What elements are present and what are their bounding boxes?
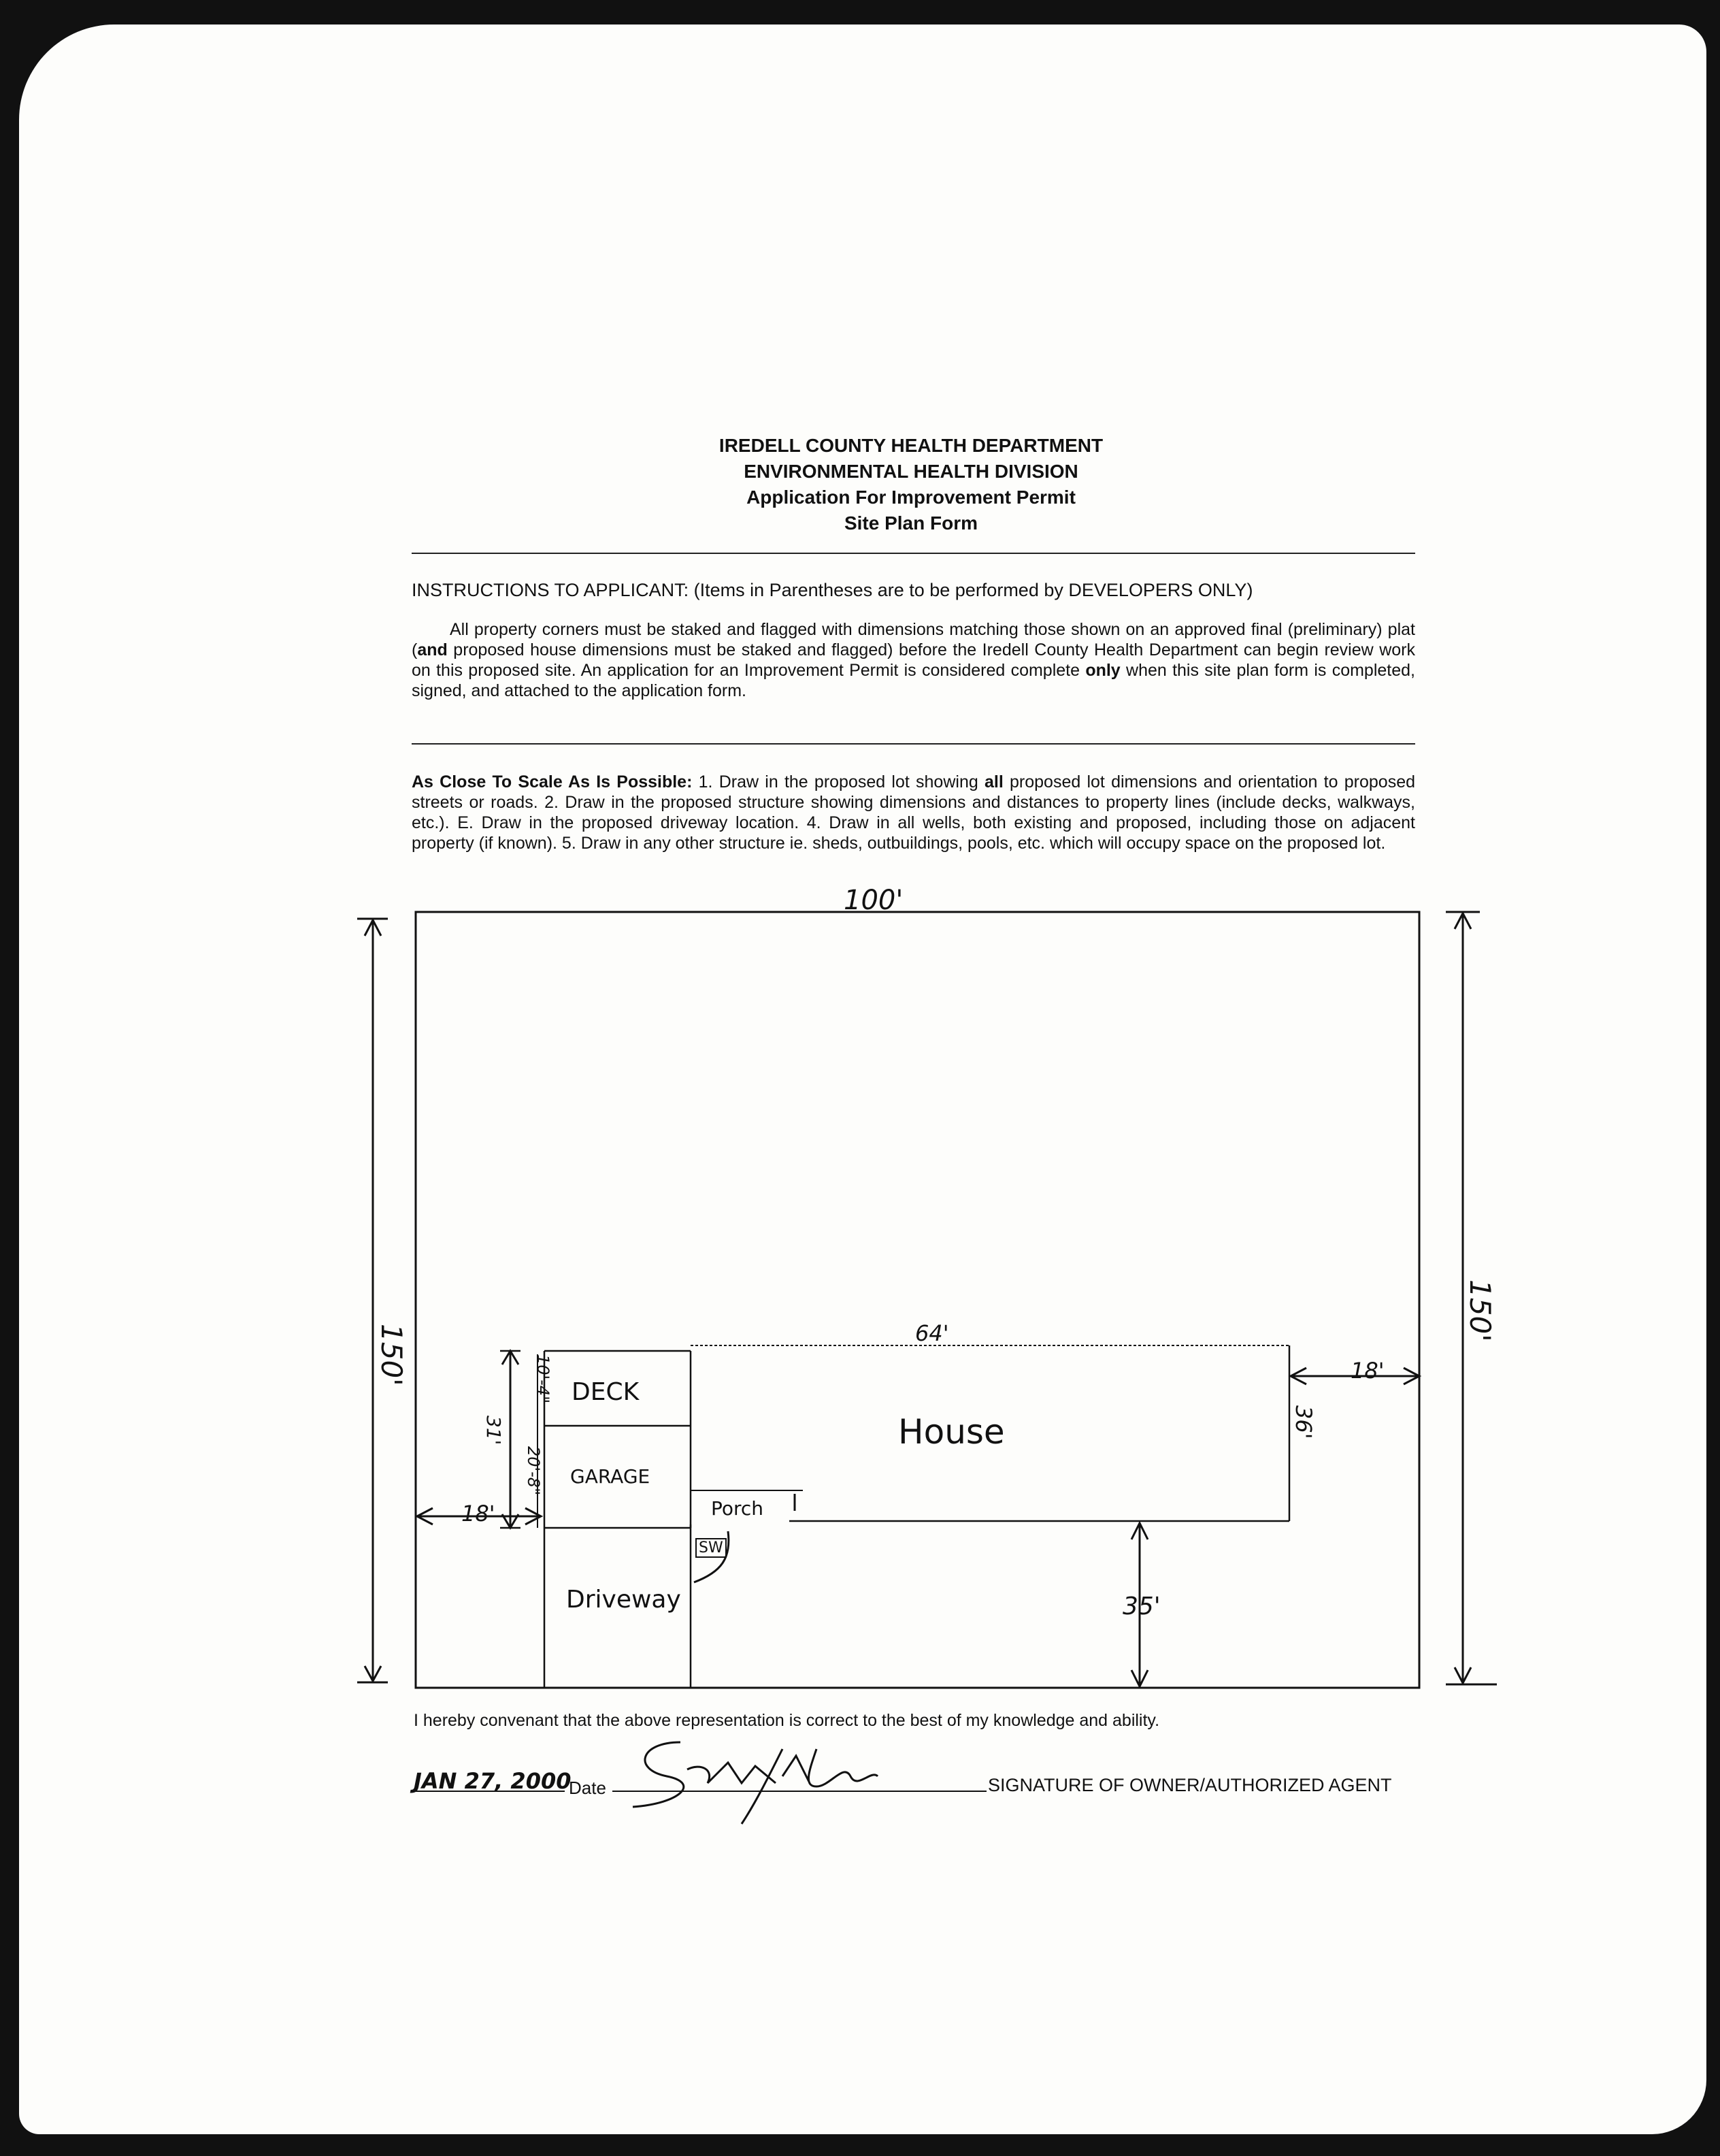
- house-depth-label: 36': [1291, 1405, 1317, 1439]
- driveway-label: Driveway: [566, 1586, 681, 1614]
- form-subtitle: Application For Improvement Permit: [746, 487, 1076, 508]
- signature-label: SIGNATURE OF OWNER/AUTHORIZED AGENT: [988, 1775, 1392, 1795]
- deck-label: DECK: [572, 1378, 640, 1406]
- department-name: IREDELL COUNTY HEALTH DEPARTMENT: [718, 435, 1104, 456]
- form-title: Site Plan Form: [844, 512, 978, 534]
- signature-mark: [633, 1742, 878, 1824]
- instructions-title: INSTRUCTIONS TO APPLICANT: (Items in Parentheses are to be performed by DEVELOPERS ONLY): [412, 580, 1253, 600]
- lot-depth-left-label: 150': [375, 1324, 408, 1386]
- garage-deck-depth-label: 31': [482, 1416, 505, 1446]
- certification-statement: I hereby convenant that the above representation is correct to the best of my knowledge and ability.: [414, 1711, 1160, 1730]
- sidewalk-label: SW: [695, 1538, 727, 1558]
- scale-instructions: As Close To Scale As Is Possible: 1. Draw in the proposed lot showing all proposed lot dimensions and orientation to proposed streets or roads. 2. Draw in the proposed structure showing dimensions and distances to property lines (include decks, walkways, etc.). E. Draw in the proposed driveway location. 4. Draw in all wells, both existing and proposed, including those on adjacent property (if known). 5. Draw in any other structure ie. sheds, outbuildings, pools, etc. which will occupy space on the proposed lot.: [412, 772, 1415, 853]
- house-label: House: [898, 1412, 1005, 1452]
- instructions-body: All property corners must be staked and flagged with dimensions matching those shown on an approved final (preliminary) plat (and proposed house dimensions must be staked and flagged) before the Iredell County Health Department can begin review work on this proposed site. An application for an Improvement Permit is considered complete only when this site plan form is completed, signed, and attached to the application form.: [412, 620, 1415, 700]
- garage-depth-label: 20'-8": [524, 1446, 543, 1496]
- garage-label: GARAGE: [570, 1465, 650, 1488]
- division-name: ENVIRONMENTAL HEALTH DIVISION: [744, 461, 1078, 482]
- left-setback-label: 18': [461, 1501, 495, 1526]
- porch-label: Porch: [711, 1497, 764, 1520]
- lot-width-label: 100': [844, 885, 904, 916]
- deck-depth-label: 10'-4": [533, 1354, 552, 1404]
- date-label: Date: [569, 1778, 606, 1798]
- right-setback-label: 18': [1351, 1358, 1385, 1384]
- date-value: JAN 27, 2000: [414, 1768, 572, 1794]
- house-width-label: 64': [915, 1320, 949, 1346]
- lot-boundary: [416, 912, 1419, 1688]
- lot-depth-right-label: 150': [1463, 1279, 1497, 1342]
- front-setback-label: 35': [1123, 1592, 1161, 1620]
